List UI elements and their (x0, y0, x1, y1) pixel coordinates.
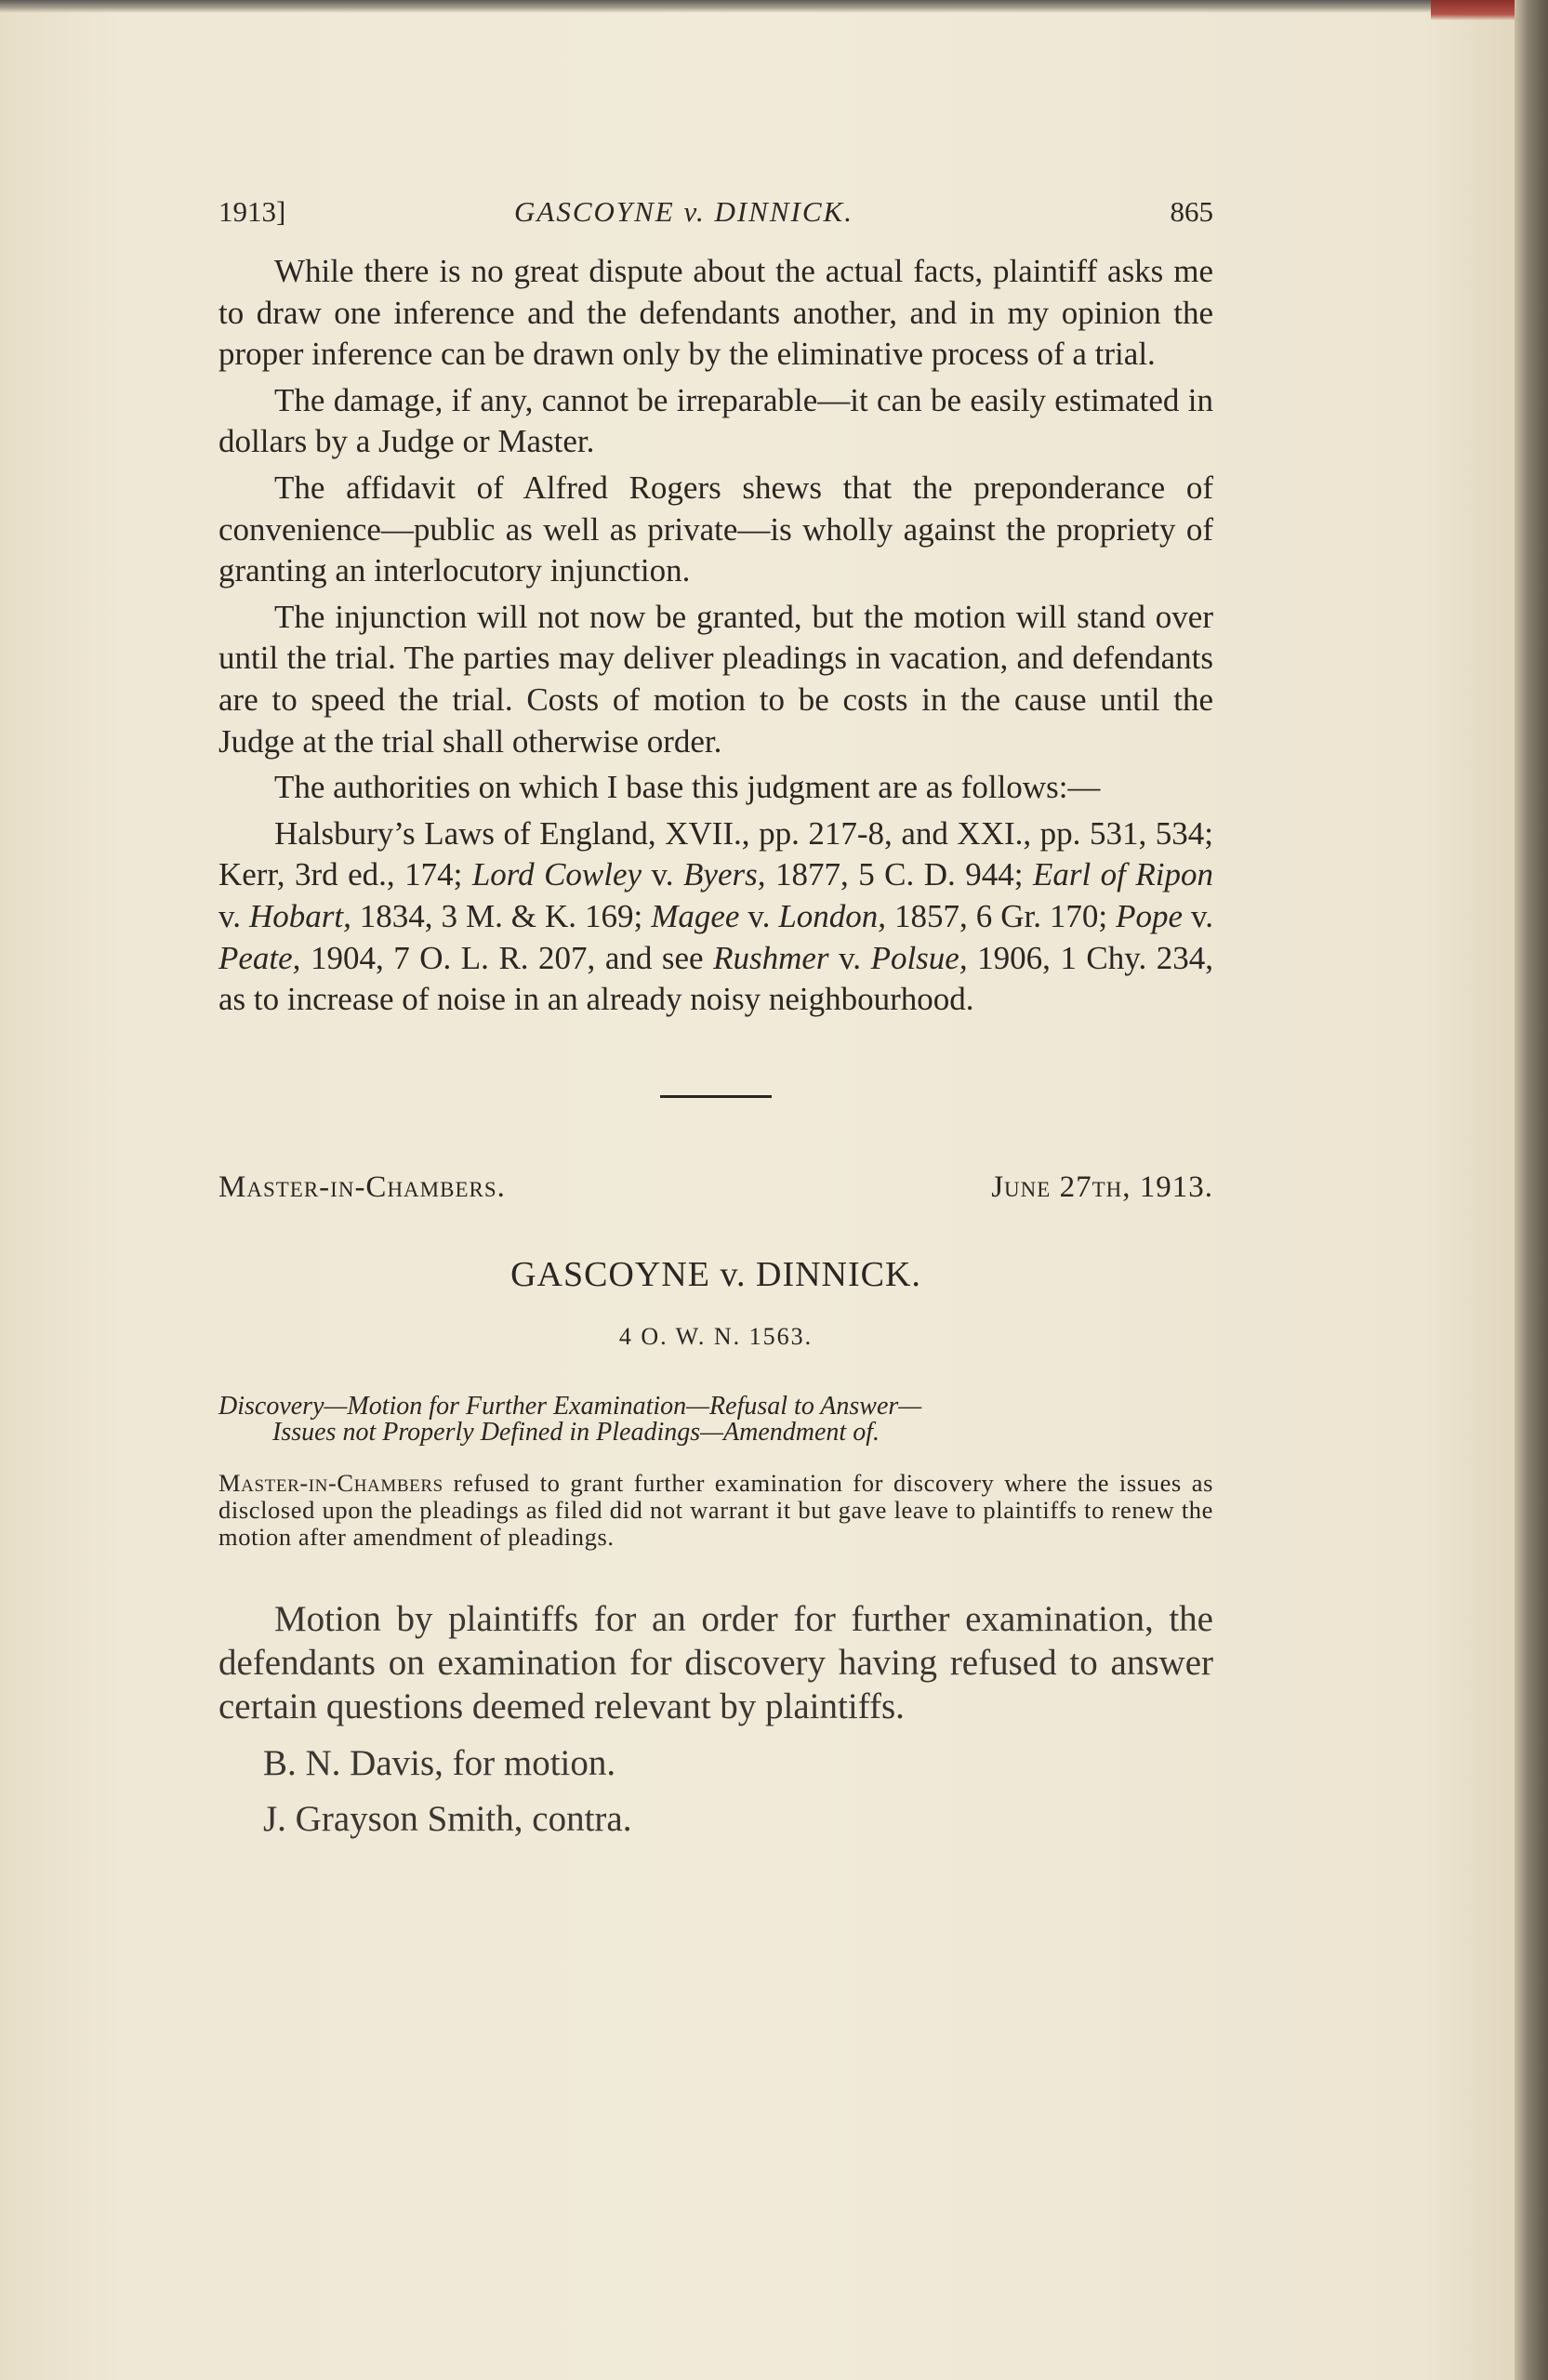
authorities-text: 1906, 1 Chy. 234, as to increase of noise in an already noisy neighbourhood. (218, 939, 1213, 1018)
case-citation: 4 O. W. N. 1563. (618, 1322, 814, 1350)
page-number: 865 (1170, 195, 1213, 228)
page-top-edge (0, 0, 1548, 13)
versus: v. (739, 897, 779, 934)
running-head-year: 1913] (218, 195, 286, 228)
counsel-for-motion: B. N. Davis, for motion. (263, 1742, 616, 1783)
case-name: Magee (651, 897, 740, 934)
case-name: Pope (1116, 897, 1184, 934)
court-name: Master-in-Chambers. (218, 1170, 506, 1204)
authorities-text: 1904, 7 O. L. R. 207, and see (300, 939, 714, 976)
headnote-summary (218, 1470, 1213, 1551)
case-name: Rushmer (713, 939, 829, 976)
authorities-text: 1834, 3 M. & K. 169; (351, 897, 652, 934)
motion-statement (218, 1597, 1213, 1728)
judgment-date: June 27th, 1913. (991, 1170, 1213, 1204)
headnote-catchwords (218, 1391, 1213, 1447)
versus: v. (1183, 897, 1213, 934)
book-spine-edge (1515, 0, 1548, 2380)
versus: v. (642, 856, 684, 893)
authorities-text: Halsbury’s Laws of England, XVII., pp. 217-8, and XXI., pp. 531, 534; Kerr, 3rd ed., 174; (218, 814, 1213, 893)
running-head-title: GASCOYNE v. DINNICK. (514, 195, 853, 228)
headnote-lead: Master-in-Chambers (218, 1468, 443, 1497)
case-name: Polsue, (870, 939, 968, 976)
page-content (218, 186, 1213, 1847)
red-page-edge (1431, 0, 1515, 20)
authorities-text: 1877, 5 C. D. 944; (765, 856, 1033, 893)
section-divider (660, 1095, 772, 1098)
versus: v. (828, 939, 871, 976)
case-name: London, (778, 897, 887, 934)
case-name: Hobart, (248, 897, 351, 934)
authorities-text: 1857, 6 Gr. 170; (886, 897, 1117, 934)
paragraph-authorities-intro: The authorities on which I base this judgment are as follows:— (274, 769, 1101, 806)
judgment-body (218, 251, 1213, 1021)
running-head (218, 186, 1213, 232)
case-name: Earl of Ripon (1032, 856, 1213, 893)
case-name: Lord Cowley (471, 856, 642, 893)
case-name: Byers, (683, 856, 766, 893)
catchwords-line: Discovery—Motion for Further Examination—Refusal to Answer— (218, 1391, 922, 1421)
court-line (218, 1170, 1213, 1217)
headnote-text: refused to grant further examination for discovery where the issues as disclosed upon the pleadings as filed did not warrant it but gave leave to plaintiffs to renew the motion after amendment of pleadings. (218, 1468, 1213, 1551)
case-name: Peate, (218, 939, 301, 976)
paragraph-facts: While there is no great dispute about the actual facts, plaintiff asks me to draw one inference and the defendants another, and in my opinion the proper inference can be drawn only by the eliminative process of a trial. (218, 253, 1213, 373)
paragraph-affidavit: The affidavit of Alfred Rogers shews that the preponderance of convenience—public as well as private—is wholly against the propriety of granting an interlocutory injunction. (218, 469, 1213, 589)
paragraph-authorities-list (218, 813, 1213, 1021)
catchwords-line: Issues not Properly Defined in Pleadings—Amendment of. (272, 1417, 880, 1447)
motion-paragraph: Motion by plaintiffs for an order for further examination, the defendants on examination for discovery having refused to answer certain questions deemed relevant by plaintiffs. (218, 1598, 1213, 1726)
counsel-contra: J. Grayson Smith, contra. (263, 1798, 632, 1839)
counsel-list (218, 1736, 1213, 1847)
versus: v. (218, 897, 249, 934)
case-title: GASCOYNE v. DINNICK. (510, 1254, 921, 1294)
paragraph-damage: The damage, if any, cannot be irreparable—it can be easily estimated in dollars by a Judge or Master. (218, 381, 1213, 460)
paragraph-injunction: The injunction will not now be granted, but the motion will stand over until the trial. The parties may deliver pleadings in vacation, and defendants are to speed the trial. Costs of motion to be costs in the cause until the Judge at the trial shall otherwise order. (218, 598, 1213, 760)
